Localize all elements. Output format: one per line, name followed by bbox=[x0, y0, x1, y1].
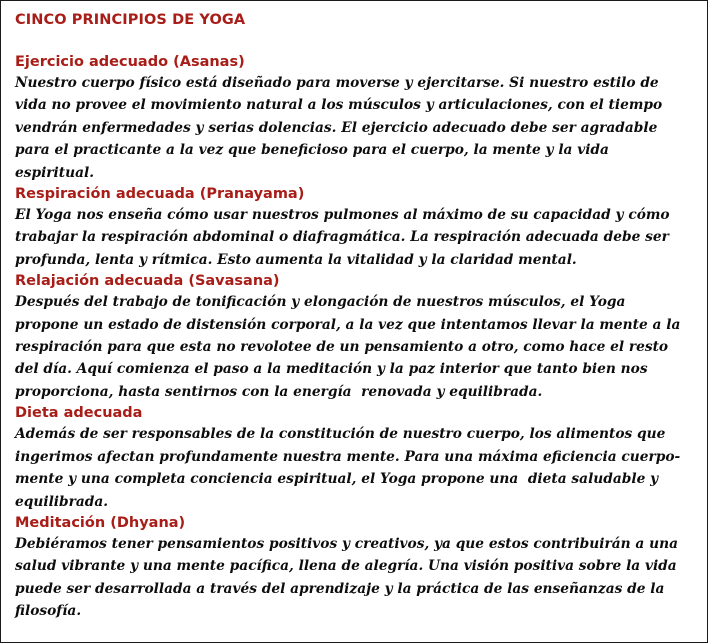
principle-section-asanas bbox=[15, 52, 691, 184]
principle-text-asanas: Nuestro cuerpo físico está diseñado para moverse y ejercitarse. Si nuestro estilo de vida no provee el movimiento natural a los músculos y articulaciones, con el tiempo vendrán enfermedades y serias dolencias. El ejercicio adecuado debe ser agradable para el practicante a la vez que beneficioso para el cuerpo, la mente y la vida espiritual. bbox=[15, 74, 667, 181]
principle-heading-asanas: Ejercicio adecuado (Asanas) bbox=[15, 54, 245, 70]
principle-heading-savasana: Relajación adecuada (Savasana) bbox=[15, 273, 280, 290]
principle-section-dieta bbox=[15, 403, 691, 513]
principle-section-pranayama bbox=[15, 184, 691, 271]
principle-section-dhyana bbox=[15, 513, 691, 623]
principle-section-savasana bbox=[15, 271, 691, 403]
principle-text-pranayama: El Yoga nos enseña cómo usar nuestros pulmones al máximo de su capacidad y cómo trabajar la respiración abdominal o diafragmática. La respiración adecuada debe ser profunda, lenta y rítmica. Esto aumenta la vitalidad y la claridad mental. bbox=[15, 206, 675, 268]
principle-heading-dieta: Dieta adecuada bbox=[15, 405, 143, 422]
principle-text-savasana: Después del trabajo de tonificación y elongación de nuestros músculos, el Yoga propone un estado de distensión corporal, a la vez que intentamos llevar la mente a la respiración para que esta no revolotee de un pensamiento a otro, como hace el resto del día. Aquí comienza el paso a la meditación y la paz interior que tanto bien nos proporciona, hasta sentirnos con la energía renovada y equilibrada. bbox=[15, 293, 686, 400]
document-body bbox=[15, 10, 691, 623]
page-title: CINCO PRINCIPIOS DE YOGA bbox=[15, 12, 246, 28]
principle-text-dieta: Además de ser responsables de la constitución de nuestro cuerpo, los alimentos que ingerimos afectan profundamente nuestra mente. Para una máxima eficiencia cuerpo-mente y una completa conciencia espiritual, el Yoga propone una dieta saludable y equilibrada. bbox=[15, 425, 681, 510]
principle-heading-pranayama: Respiración adecuada (Pranayama) bbox=[15, 186, 305, 203]
principle-heading-dhyana: Meditación (Dhyana) bbox=[15, 514, 186, 531]
principle-text-dhyana: Debiéramos tener pensamientos positivos y creativos, ya que estos contribuirán a una salud vibrante y una mente pacífica, llena de alegría. Una visión positiva sobre la vida puede ser desarrollada a través del aprendizaje y la práctica de las enseñanzas de la filosofía. bbox=[15, 534, 683, 620]
